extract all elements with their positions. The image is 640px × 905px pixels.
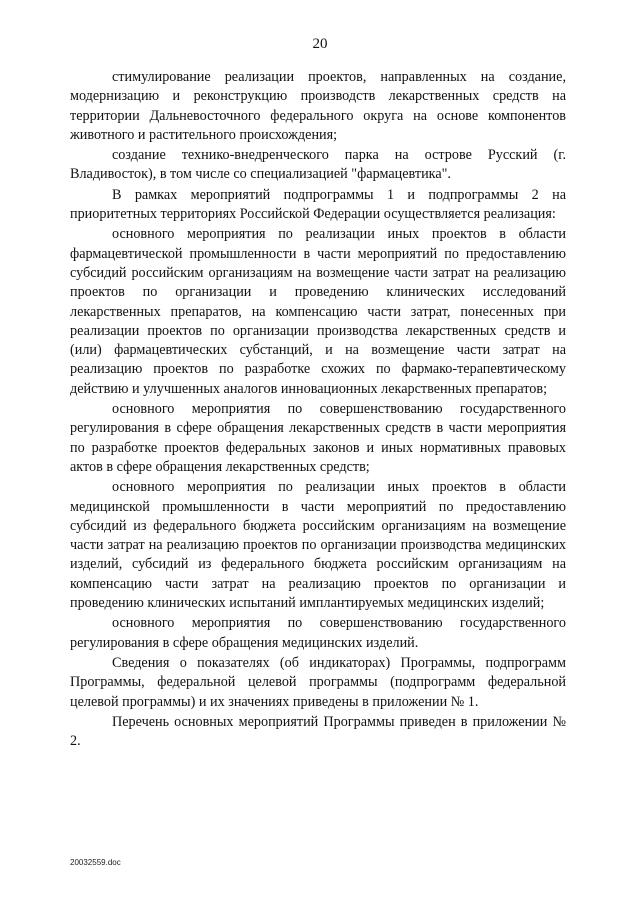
file-name-footer: 20032559.doc — [70, 858, 121, 867]
paragraph-6: основного мероприятия по реализации иных проектов в области медицинской промышленности в части мероприятий по предоставлению субсидий из федерального бюджета российским организациям на возмещение части затрат на реализацию проектов по организации производства медицинских изделий, субсидий из федерального бюджета российским организациям на компенсацию части затрат на реализацию проектов по организации и проведению клинических испытаний имплантируемых медицинских изделий; — [70, 479, 566, 612]
paragraph-8: Сведения о показателях (об индикаторах) Программы, подпрограмм Программы, федеральной целевой программы (подпрограмм федеральной целевой программы) и их значениях приведены в приложении № 1. — [70, 654, 566, 710]
paragraph-7: основного мероприятия по совершенствованию государственного регулирования в сфере обращения медицинских изделий. — [70, 615, 566, 651]
paragraph-5: основного мероприятия по совершенствованию государственного регулирования в сфере обращения лекарственных средств в части мероприятия по разработке проектов федеральных законов и иных нормативных правовых актов в сфере обращения лекарственных средств; — [70, 401, 566, 475]
paragraph-1: стимулирование реализации проектов, направленных на создание, модернизацию и реконструкцию производств лекарственных средств на территории Дальневосточного федерального округа на основе компонентов животного и растительного происхождения; — [70, 69, 566, 143]
paragraph-3: В рамках мероприятий подпрограммы 1 и подпрограммы 2 на приоритетных территориях Российской Федерации осуществляется реализация: — [70, 186, 566, 223]
paragraph-4: основного мероприятия по реализации иных проектов в области фармацевтической промышленности в части мероприятий по предоставлению субсидий российским организациям на возмещение части затрат на реализацию проектов по организации и проведению клинических исследований лекарственных препаратов, на компенсацию части затрат, понесенных при реализации проектов по организации производства лекарственных средств и (или) фармацевтических субстанций, и на возмещение части затрат на реализацию проектов по разработке схожих по фармако-терапевтическому действию и улучшенных аналогов инновационных лекарственных препаратов; — [70, 226, 566, 397]
paragraph-9: Перечень основных мероприятий Программы приведен в приложении № 2. — [70, 713, 566, 750]
paragraph-2: создание технико-внедренческого парка на острове Русский (г. Владивосток), в том числе со специализацией "фармацевтика". — [70, 147, 566, 183]
page-number: 20 — [312, 36, 328, 52]
document-body — [70, 68, 566, 752]
